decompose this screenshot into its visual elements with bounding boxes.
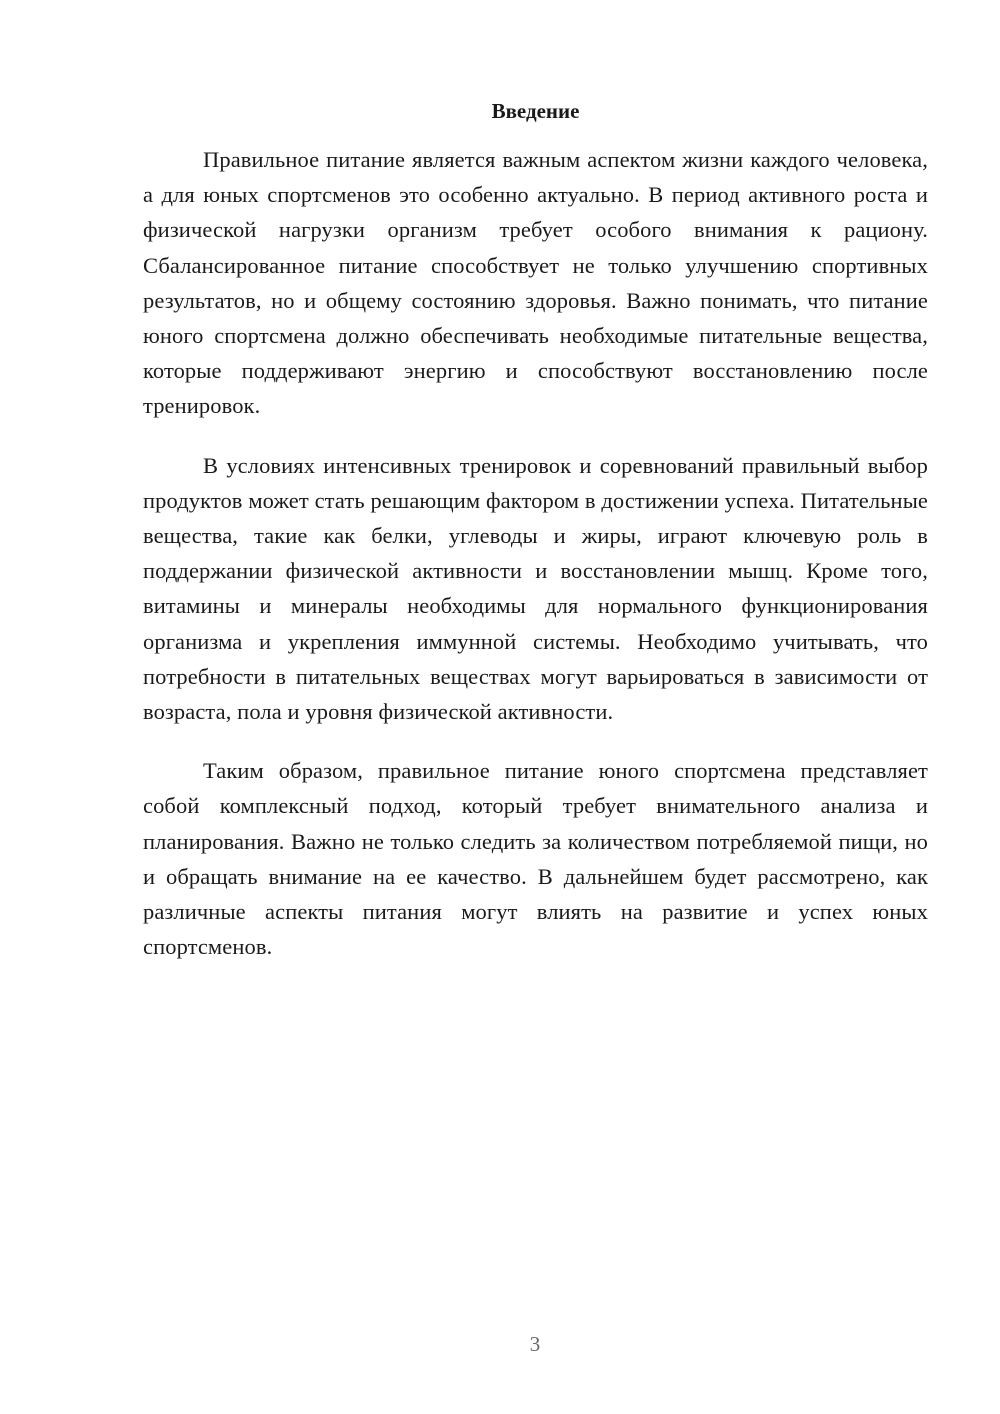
page-number: 3 [529,1332,541,1356]
paragraph-3: Таким образом, правильное питание юного спортсмена представляет собой комплексный подход, который требует внимательного анализа и планирования. Важно не только следить за количеством потребляемой пищи, но и обращать внимание на ее качество. В дальнейшем будет рассмотрено, как различные аспекты питания могут влиять на развитие и успех юных спортсменов. [143,758,928,960]
page-title: Введение [491,99,580,123]
paragraph-1: Правильное питание является важным аспектом жизни каждого человека, а для юных спортсменов это особенно актуально. В период активного роста и физической нагрузки организм требует особого внимания к рациону. Сбалансированное питание способствует не только улучшению спортивных результатов, но и общему состоянию здоровья. Важно понимать, что питание юного спортсмена должно обеспечивать необходимые питательные вещества, которые поддерживают энергию и способствуют восстановлению после тренировок. [143,147,928,419]
paragraph-2: В условиях интенсивных тренировок и соревнований правильный выбор продуктов может стать решающим фактором в достижении успеха. Питательные вещества, такие как белки, углеводы и жиры, играют ключевую роль в поддержании физической активности и восстановлении мышц. Кроме того, витамины и минералы необходимы для нормального функционирования организма и укрепления иммунной системы. Необходимо учитывать, что потребности в питательных веществах могут варьироваться в зависимости от возраста, пола и уровня физической активности. [143,452,928,725]
document-body [143,142,928,988]
